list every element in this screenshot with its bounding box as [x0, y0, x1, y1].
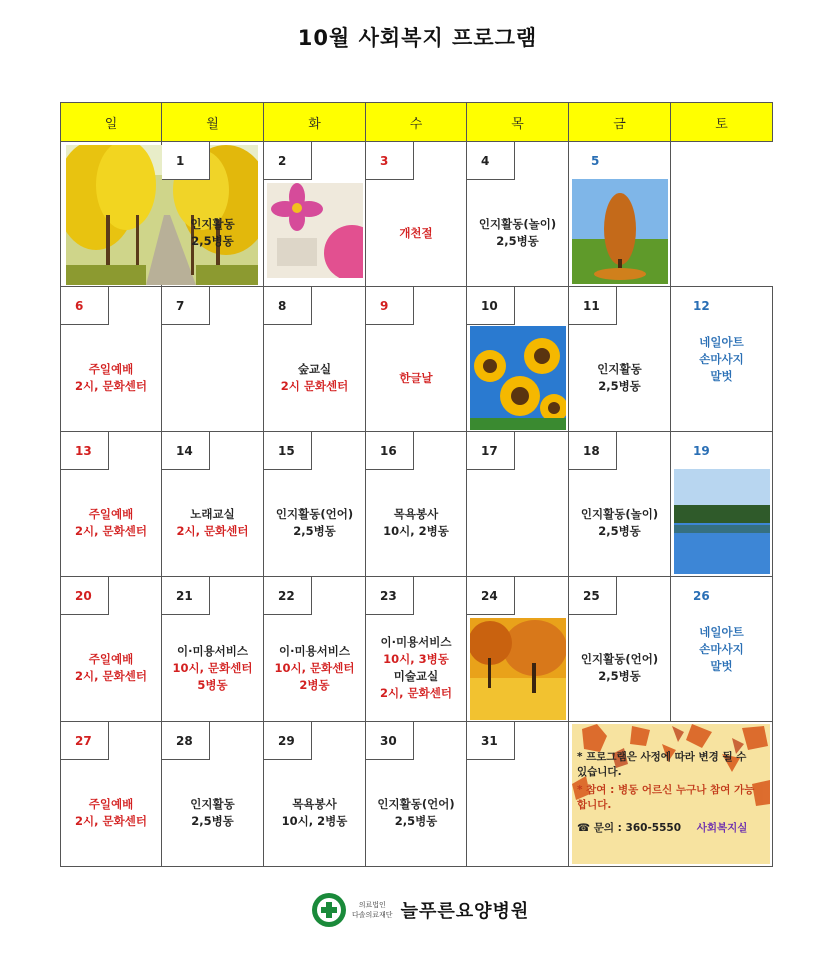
event-line: 인지활동(언어) [275, 507, 354, 521]
event-line: 이·미용서비스 [380, 635, 452, 649]
day-number: 24 [467, 577, 515, 615]
event-line: 10시, 문화센터 [172, 660, 253, 675]
event-line: 2,5병동 [598, 669, 641, 683]
calendar-grid [60, 102, 773, 867]
day-events [162, 760, 263, 866]
weekday-fri: 금 [569, 103, 671, 142]
event-line: 2,5병동 [598, 379, 641, 393]
event-line: 2시, 문화센터 [75, 814, 147, 828]
event-line: 인지활동(놀이) [580, 507, 659, 521]
day-events [61, 615, 161, 721]
event-line: 주일예배 [88, 507, 134, 521]
day-number: 2 [264, 142, 312, 180]
day-cell-17 [467, 432, 569, 577]
day-cell-15 [264, 432, 366, 577]
cell-empty-ginkgo [61, 142, 162, 287]
event-line: 인지활동(언어) [580, 652, 659, 666]
day-number: 30 [366, 722, 414, 760]
day-cell-30 [366, 722, 467, 867]
event-line: 10시, 3병동 [383, 652, 449, 666]
day-number: 25 [569, 577, 617, 615]
org-line2: 다솔의료재단 [352, 911, 393, 919]
day-number: 18 [569, 432, 617, 470]
day-number: 26 [671, 577, 693, 615]
week-row-4 [61, 577, 773, 722]
day-events [162, 615, 263, 721]
day-cell-7 [162, 287, 264, 432]
week-row-1 [61, 142, 773, 287]
event-line: 2,5병동 [598, 524, 641, 538]
day-events [264, 760, 365, 866]
event-line: 2,5병동 [191, 814, 234, 828]
notice-contact-row [577, 821, 759, 836]
week-row-3 [61, 432, 773, 577]
day-number: 17 [467, 432, 515, 470]
day-number: 15 [264, 432, 312, 470]
day-events [366, 615, 466, 721]
event-line: 주일예배 [88, 362, 134, 376]
day-number: 5 [569, 142, 591, 180]
notice-cell [569, 722, 773, 867]
notice-change: * 프로그램은 사정에 따라 변경 될 수 있습니다. [577, 751, 747, 778]
day-number: 3 [366, 142, 414, 180]
day-cell-12 [671, 287, 773, 432]
day-events [366, 180, 466, 286]
day-events [366, 470, 466, 576]
day-events [264, 325, 365, 431]
event-line: 2시, 문화센터 [380, 686, 452, 700]
day-number: 27 [61, 722, 109, 760]
day-cell-27 [61, 722, 162, 867]
event-line: 2,5병동 [191, 234, 234, 248]
day-number: 22 [264, 577, 312, 615]
cosmos-flower-image [267, 183, 363, 278]
day-number: 8 [264, 287, 312, 325]
autumn-park-image [470, 618, 566, 720]
event-line: 인지활동(언어) [377, 797, 455, 811]
day-cell-23 [366, 577, 467, 722]
day-events [366, 325, 466, 431]
day-cell-19 [671, 432, 773, 577]
day-events [569, 470, 670, 576]
day-number: 23 [366, 577, 414, 615]
weekday-tue: 화 [264, 103, 366, 142]
day-number: 11 [569, 287, 617, 325]
day-cell-20 [61, 577, 162, 722]
day-cell-18 [569, 432, 671, 577]
day-cell-31 [467, 722, 569, 867]
week-row-2 [61, 287, 773, 432]
day-number: 19 [671, 432, 693, 470]
event-line: 이·미용서비스 [278, 643, 351, 658]
footer [312, 890, 529, 930]
lake-landscape-image [674, 469, 770, 574]
event-line: 2시 문화센터 [280, 379, 349, 393]
week-row-5 [61, 722, 773, 867]
notice-participation: * 참여 : 병동 어르신 누구나 참여 가능합니다. [577, 784, 755, 811]
weekday-wed: 수 [366, 103, 467, 142]
day-number: 4 [467, 142, 515, 180]
green-cross-logo-icon [312, 893, 346, 927]
event-line: 2,5병동 [293, 524, 336, 538]
contact-text: ☎ 문의 : 360-5550 [577, 822, 682, 834]
event-line: 주일예배 [88, 797, 134, 811]
hospital-name: 늘푸른요양병원 [400, 901, 530, 922]
event-line: 2시, 문화센터 [75, 379, 147, 393]
event-line: 손마사지 [699, 641, 744, 656]
day-cell-28 [162, 722, 264, 867]
day-number: 7 [162, 287, 210, 325]
event-line: 2시, 문화센터 [75, 669, 147, 683]
weekday-thu: 목 [467, 103, 569, 142]
event-line: 말벗 [710, 658, 733, 673]
day-number: 14 [162, 432, 210, 470]
day-events [671, 577, 772, 721]
event-line: 2시, 문화센터 [176, 524, 249, 538]
event-line: 10시, 문화센터 [274, 660, 355, 675]
day-events [569, 325, 670, 431]
event-line: 말벗 [710, 368, 733, 383]
event-line: 주일예배 [88, 652, 134, 666]
day-number: 13 [61, 432, 109, 470]
sunflower-image [470, 326, 566, 430]
day-events [61, 760, 161, 866]
weekday-mon: 월 [162, 103, 264, 142]
contact-department: 사회복지실 [696, 822, 748, 834]
day-cell-2 [264, 142, 366, 287]
day-cell-26 [671, 577, 773, 722]
day-cell-11 [569, 287, 671, 432]
day-cell-25 [569, 577, 671, 722]
day-events [264, 470, 365, 576]
day-events [569, 615, 670, 721]
event-line: 5병동 [197, 677, 228, 692]
weekday-header-row [61, 103, 773, 142]
day-events [671, 287, 772, 431]
event-line: 10시, 2병동 [281, 814, 348, 828]
autumn-tree-image [572, 179, 668, 284]
day-number: 31 [467, 722, 515, 760]
day-cell-14 [162, 432, 264, 577]
day-number: 10 [467, 287, 515, 325]
event-line: 목욕봉사 [292, 797, 337, 811]
day-cell-8 [264, 287, 366, 432]
day-cell-21 [162, 577, 264, 722]
event-line: 네일아트 [699, 334, 744, 349]
event-line: 미술교실 [393, 669, 439, 683]
day-events [162, 180, 263, 286]
day-cell-10 [467, 287, 569, 432]
day-number: 28 [162, 722, 210, 760]
event-line: 2,5병동 [496, 234, 539, 248]
day-events [162, 470, 263, 576]
event-line: 손마사지 [699, 351, 744, 366]
day-events [61, 470, 161, 576]
event-line: 네일아트 [699, 624, 744, 639]
day-cell-5 [569, 142, 671, 287]
day-cell-6 [61, 287, 162, 432]
day-events [467, 180, 568, 286]
day-cell-29 [264, 722, 366, 867]
day-events [61, 325, 161, 431]
day-cell-3 [366, 142, 467, 287]
day-number: 1 [162, 142, 210, 180]
event-line: 10시, 2병동 [383, 524, 449, 538]
day-cell-4 [467, 142, 569, 287]
day-number: 16 [366, 432, 414, 470]
day-cell-1 [162, 142, 264, 287]
event-line: 인지활동 [190, 217, 235, 231]
foundation-name [352, 900, 393, 920]
day-cell-13 [61, 432, 162, 577]
day-number: 6 [61, 287, 109, 325]
day-cell-9 [366, 287, 467, 432]
day-number: 12 [671, 287, 693, 325]
day-events [366, 760, 466, 866]
event-line: 인지활동 [597, 362, 642, 376]
event-line: 목욕봉사 [393, 507, 439, 521]
day-number: 20 [61, 577, 109, 615]
weekday-sun: 일 [61, 103, 162, 142]
day-number: 9 [366, 287, 414, 325]
event-line: 노래교실 [190, 507, 235, 521]
event-line: 2병동 [299, 677, 330, 692]
day-cell-24 [467, 577, 569, 722]
event-line: 2시, 문화센터 [75, 524, 147, 538]
day-number: 21 [162, 577, 210, 615]
holiday-label: 한글날 [399, 370, 433, 385]
weekday-sat: 토 [671, 103, 773, 142]
event-line: 숲교실 [297, 362, 332, 376]
event-line: 인지활동(놀이) [478, 217, 557, 231]
org-line1: 의료법인 [358, 901, 386, 909]
holiday-label: 개천절 [399, 225, 433, 240]
notice-box [569, 722, 767, 862]
page-title: 10월 사회복지 프로그램 [297, 26, 538, 50]
event-line: 2,5병동 [394, 814, 438, 828]
day-cell-16 [366, 432, 467, 577]
day-number: 29 [264, 722, 312, 760]
day-events [264, 615, 365, 721]
day-cell-22 [264, 577, 366, 722]
event-line: 인지활동 [190, 797, 235, 811]
event-line: 이·미용서비스 [176, 643, 249, 658]
